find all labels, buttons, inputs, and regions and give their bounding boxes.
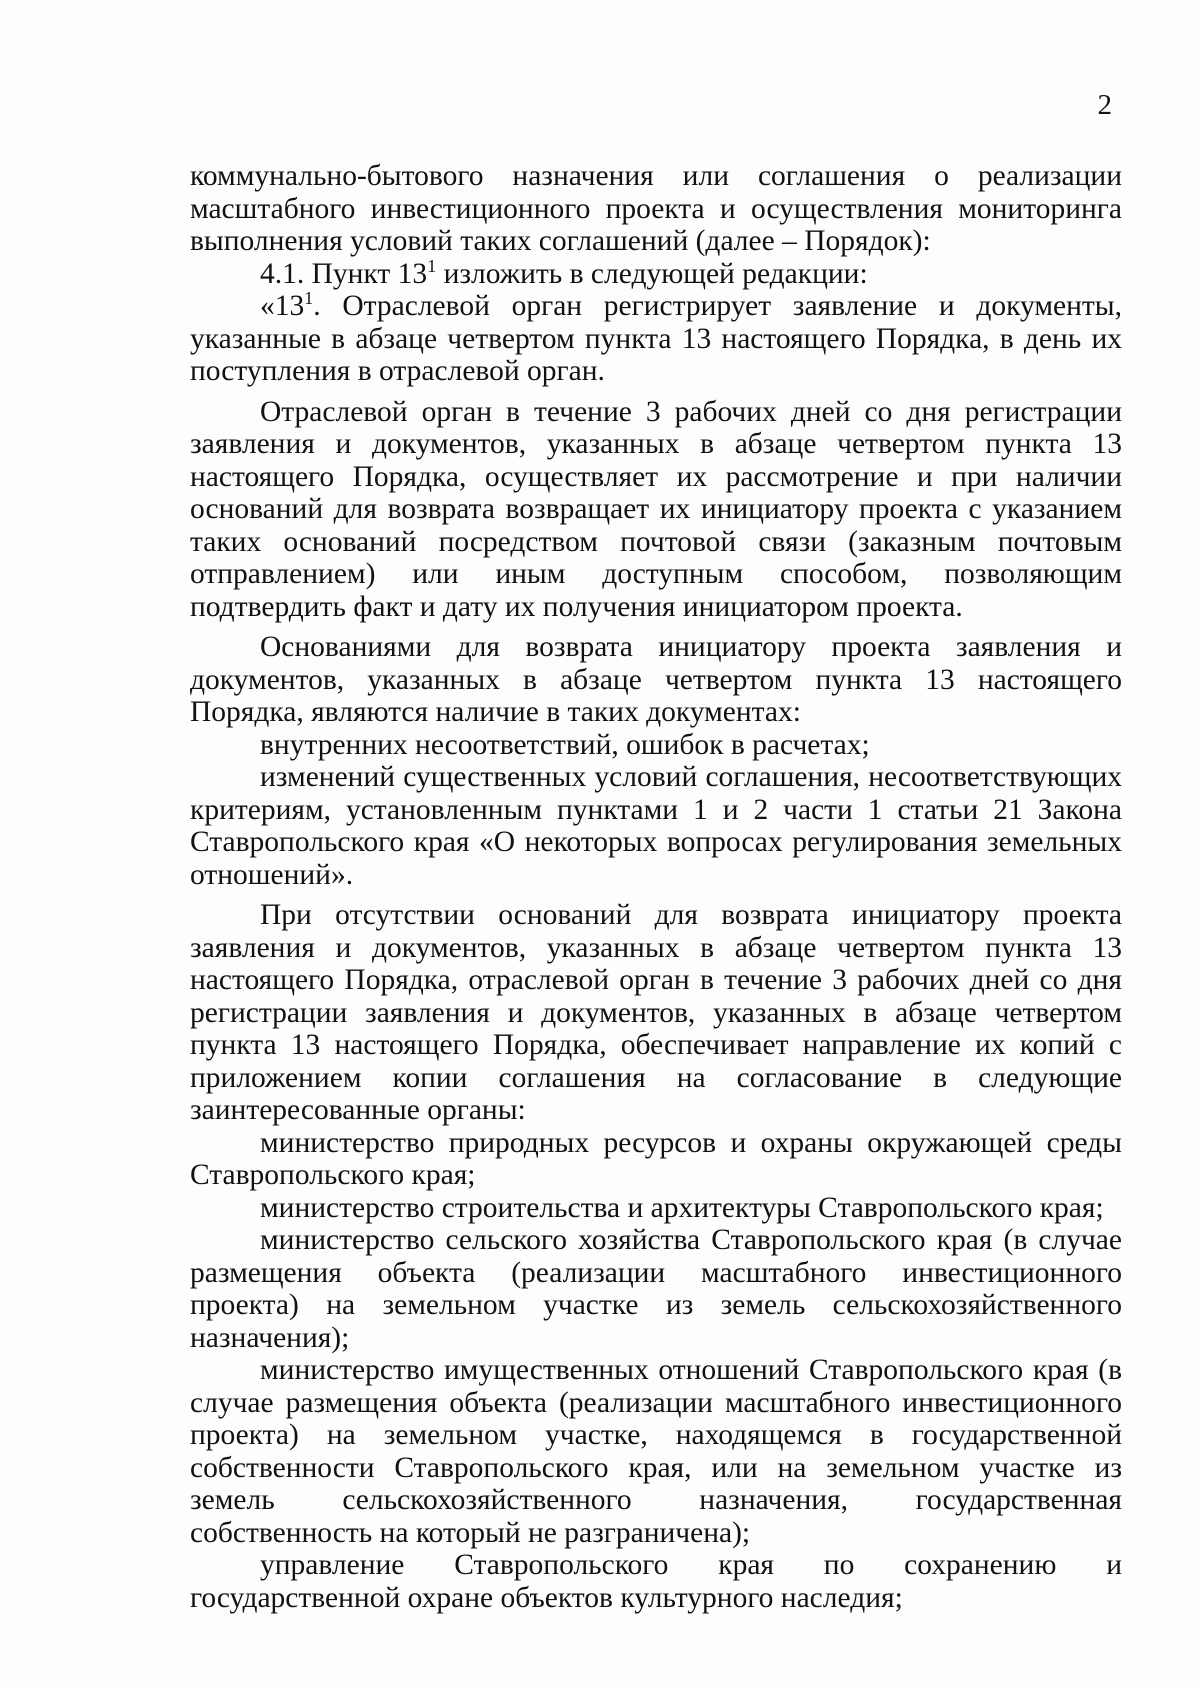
list-item-ministry-property: министерство имущественных отношений Ставропольского края (в случае размещения объекта (реализации масштабного инвестиционного проекта) на земельном участке, находящемся в государственной собственности Ставропольского края, или на земельном участке из земель сельскохозяйственного назначения, государственная собственность на который не разграничена);	[190, 1354, 1122, 1549]
paragraph-return-grounds: Основаниями для возврата инициатору проекта заявления и документов, указанных в абзаце четвертом пункта 13 настоящего Порядка, являются наличие в таких документах:	[190, 631, 1122, 728]
paragraph-text-end: изложить в следующей редакции:	[436, 257, 868, 290]
paragraph-text-start: «13	[260, 290, 305, 322]
paragraph-continuation: коммунально-бытового назначения или соглашения о реализации масштабного инвестиционного проекта и осуществления мониторинга выполнения условий таких соглашений (далее – Порядок):	[190, 160, 1122, 257]
list-item-ministry-construction: министерство строительства и архитектуры Ставропольского края;	[260, 1191, 1104, 1224]
document-body	[190, 160, 1122, 1614]
list-item-cultural-heritage: управление Ставропольского края по сохранению и государственной охране объектов культурного наследия;	[190, 1549, 1122, 1614]
superscript: 1	[427, 255, 437, 276]
list-item-inconsistencies: внутренних несоответствий, ошибок в расчетах;	[260, 728, 870, 761]
paragraph-review-terms: Отраслевой орган в течение 3 рабочих дней со дня регистрации заявления и документов, указанных в абзаце четвертом пункта 13 настоящего Порядка, осуществляет их рассмотрение и при наличии оснований для возврата возвращает их инициатору проекта с указанием таких оснований посредством почтовой связи (заказным почтовым отправлением) или иным доступным способом, позволяющим подтвердить факт и дату их получения инициатором проекта.	[190, 395, 1122, 623]
paragraph-text-start: 4.1. Пункт 13	[260, 257, 428, 290]
list-item-changes: изменений существенных условий соглашения, несоответствующих критериям, установленным пунктами 1 и 2 части 1 статьи 21 Закона Ставропольского края «О некоторых вопросах регулирования земельных отношений».	[190, 761, 1122, 891]
paragraph-amendment-item	[190, 255, 1122, 291]
list-item-ministry-natural-resources: министерство природных ресурсов и охраны окружающей среды Ставропольского края;	[190, 1126, 1122, 1191]
paragraph-clause-13-1	[190, 290, 1122, 388]
page-number: 2	[1097, 89, 1112, 121]
paragraph-approval-routing: При отсутствии оснований для возврата инициатору проекта заявления и документов, указанных в абзаце четвертом пункта 13 настоящего Порядка, отраслевой орган в течение 3 рабочих дней со дня регистрации заявления и документов, указанных в абзаце четвертом пункта 13 настоящего Порядка, обеспечивает направление их копий с приложением копии соглашения на согласование в следующие заинтересованные органы:	[190, 899, 1122, 1126]
superscript: 1	[304, 288, 314, 309]
paragraph-text-end: . Отраслевой орган регистрирует заявление и документы, указанные в абзаце четвертом пункта 13 настоящего Порядка, в день их поступления в отраслевой орган.	[190, 290, 1122, 387]
list-item-ministry-agriculture: министерство сельского хозяйства Ставропольского края (в случае размещения объекта (реализации масштабного инвестиционного проекта) на земельном участке из земель сельскохозяйственного назначения);	[190, 1224, 1122, 1354]
